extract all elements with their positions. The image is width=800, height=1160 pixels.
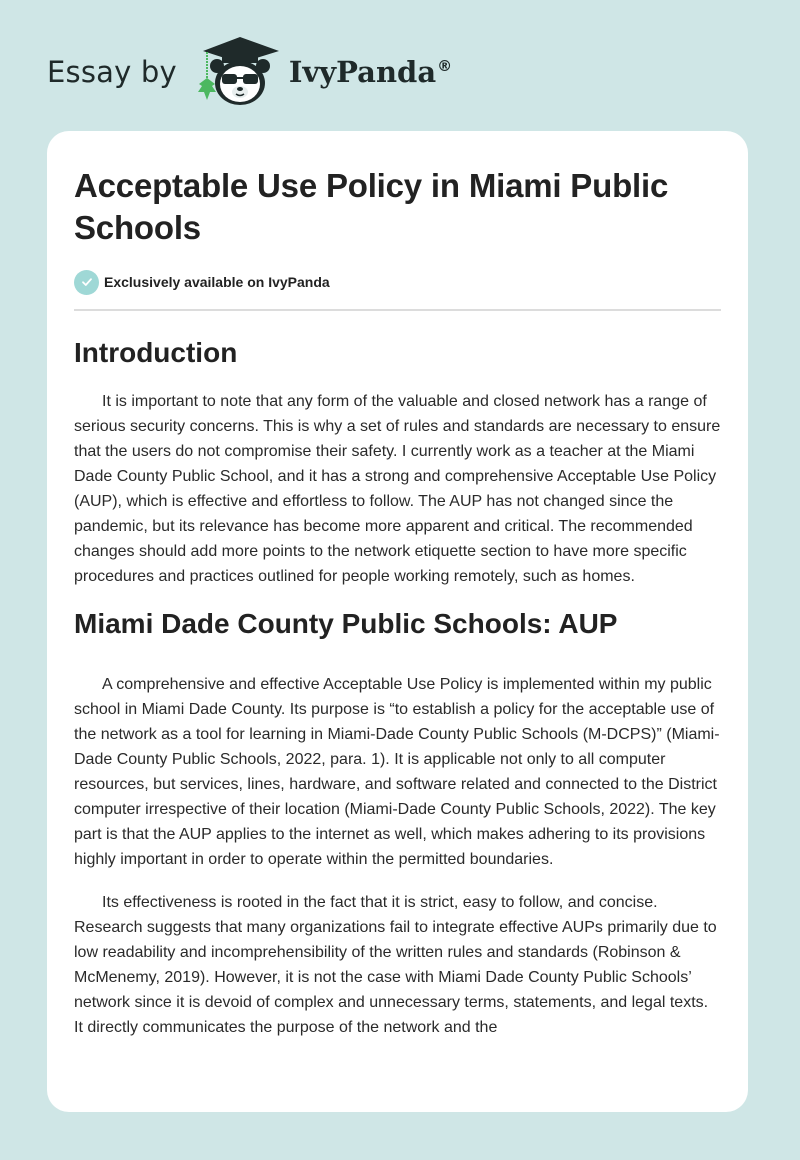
essay-title: Acceptable Use Policy in Miami Public Schools — [74, 167, 669, 246]
exclusive-badge-text: Exclusively available on IvyPanda — [104, 274, 330, 290]
paragraph: It is important to note that any form of the valuable and closed network has a range of serious security concerns. This is why a set of rules and standards are necessary to ensure that the users do not compromise their safety. I currently work as a teacher at the Miami Dade County Public School, and it has a strong and comprehensive Acceptable Use Policy (AUP), which is effective and effortless to follow. The AUP has not changed since the pandemic, but its relevance has become more apparent and critical. The recommended changes should add more points to the network etiquette section to have more specific procedures and practices outlined for people working remotely, such as homes. — [74, 393, 721, 585]
title-divider — [74, 309, 721, 311]
brand-name — [289, 55, 452, 89]
registered-mark: ® — [437, 57, 453, 76]
section-introduction — [74, 335, 721, 589]
paragraph: Its effectiveness is rooted in the fact that it is strict, easy to follow, and concise. Research suggests that many organizations fail to integrate effective AUPs primarily due to low readability and incomprehensibility of the written rules and standards (Robinson & McMenemy, 2019). However, it is not the case with Miami Dade County Public Schools’ network since it is devoid of complex and unnecessary terms, statements, and legal texts. It directly communicates the purpose of the network and the — [74, 894, 717, 1036]
section-heading-miami-dade-aup: Miami Dade County Public Schools: AUP — [74, 608, 618, 639]
section-heading-introduction: Introduction — [74, 337, 238, 368]
brand-prefix: Essay by — [47, 55, 177, 89]
section-miami-dade-aup — [74, 606, 721, 1040]
brand-name-text: IvyPanda — [288, 55, 437, 89]
essay-card — [47, 131, 748, 1112]
check-circle-icon — [74, 270, 99, 295]
site-header-brand[interactable] — [47, 36, 452, 108]
paragraph: A comprehensive and effective Acceptable Use Policy is implemented within my public school in Miami Dade County. Its purpose is “to establish a policy for the acceptable use of the network as a tool for learning in Miami-Dade County Public Schools (M-DCPS)” (Miami-Dade County Public Schools, 2022, para. 1). It is applicable not only to all computer resources, but services, lines, hardware, and software related and connected to the District computer irrespective of their location (Miami-Dade County Public Schools, 2022). The key part is that the AUP applies to the internet as well, which makes adhering to its provisions highly important in order to operate within the permitted boundaries. — [74, 676, 720, 868]
panda-graduation-cap-logo-icon — [195, 36, 285, 108]
exclusive-badge — [74, 269, 721, 295]
